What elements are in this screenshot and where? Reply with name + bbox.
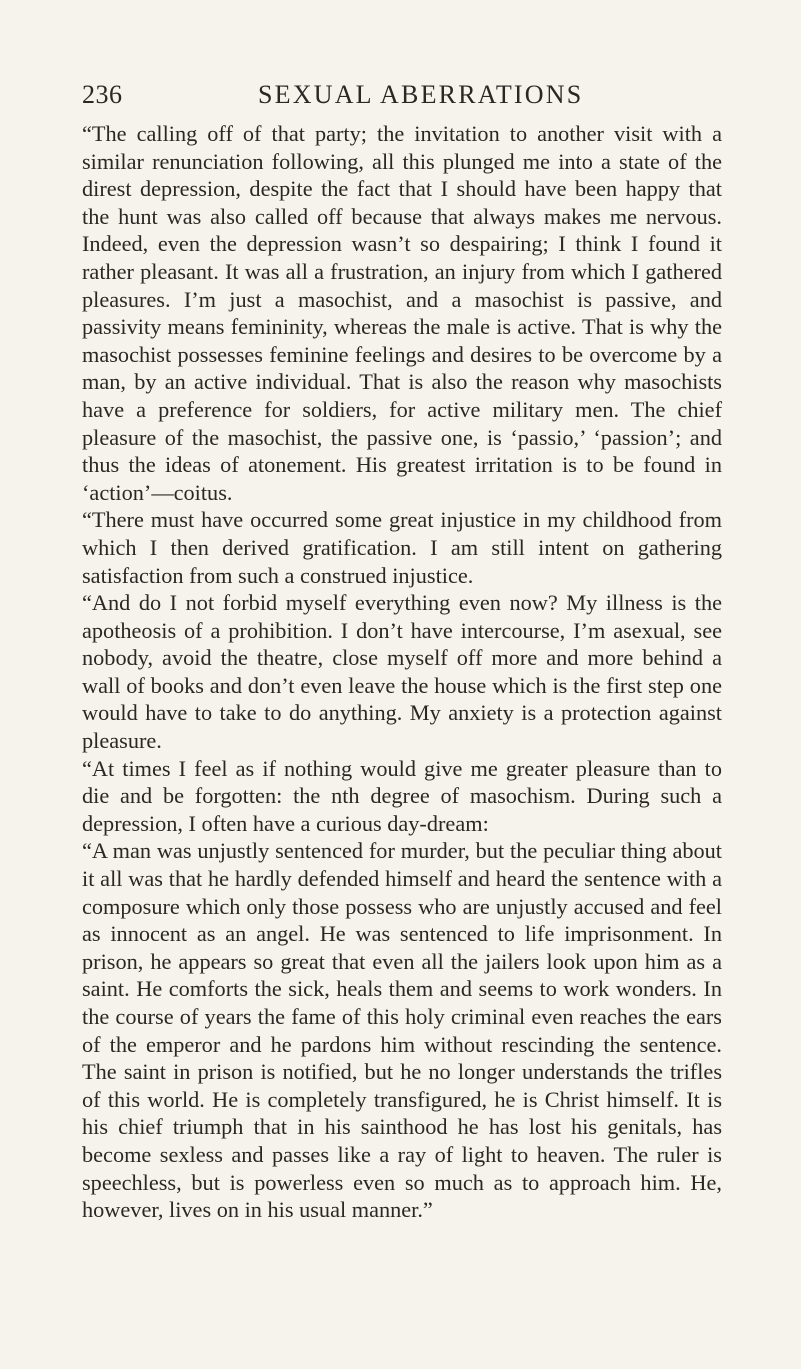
paragraph-day-dream: “A man was unjustly sentenced for murder, but the peculiar thing about it all was that he hardly defended himself and heard the sentence with a composure which only those possess who are unjustly accused and feel as innocent as an angel. He was sentenced to life imprisonment. In prison, he appears so great that even all the jailers look upon him as a saint. He comforts the sick, heals them and seems to work wonders. In the course of years the fame of this holy criminal even reaches the ears of the emperor and he pardons him without rescinding the sentence. The saint in prison is notified, but he no longer understands the trifles of this world. He is completely transfigured, he is Christ himself. It is his chief triumph that in his sainthood he has lost his genitals, has become sexless and passes like a ray of light to heaven. The ruler is speechless, but is powerless even so much as to approach him. He, however, lives on in his usual manner.” [82, 838, 722, 1223]
body-text [82, 120, 722, 1224]
page-number: 236 [82, 80, 123, 109]
running-title: SEXUAL ABERRATIONS [258, 80, 584, 109]
paragraph-forbid-myself: “And do I not forbid myself everything even now? My illness is the apotheosis of a prohibition. I don’t have intercourse, I’m asexual, see nobody, avoid the theatre, close myself off more and more behind a wall of books and don’t even leave the house which is the first step one would have to take to do anything. My anxiety is a protection against pleasure. [82, 590, 722, 754]
paragraph-die-forgotten: “At times I feel as if nothing would give me greater pleasure than to die and be forgotten: the nth degree of masochism. During such a depression, I often have a curious day-dream: [82, 755, 722, 836]
paragraph-calling-off: “The calling off of that party; the invitation to another visit with a similar renunciation following, all this plunged me into a state of the direst depression, despite the fact that I should have been happy that the hunt was also called off because that always makes me nervous. Indeed, even the depression wasn’t so despairing; I think I found it rather pleasant. It was all a frustration, an injury from which I gathered pleasures. I’m just a masochist, and a masochist is passive, and passivity means femininity, whereas the male is active. That is why the masochist possesses feminine feelings and desires to be overcome by a man, by an active individual. That is also the reason why masochists have a preference for soldiers, for active military men. The chief pleasure of the masochist, the passive one, is ‘passio,’ ‘passion’; and thus the ideas of atonement. His greatest irritation is to be found in ‘action’—coitus. [82, 121, 722, 505]
running-head [82, 80, 722, 114]
paragraph-childhood-injustice: “There must have occurred some great injustice in my childhood from which I then derived gratification. I am still intent on gathering satisfaction from such a construed injustice. [82, 507, 722, 588]
